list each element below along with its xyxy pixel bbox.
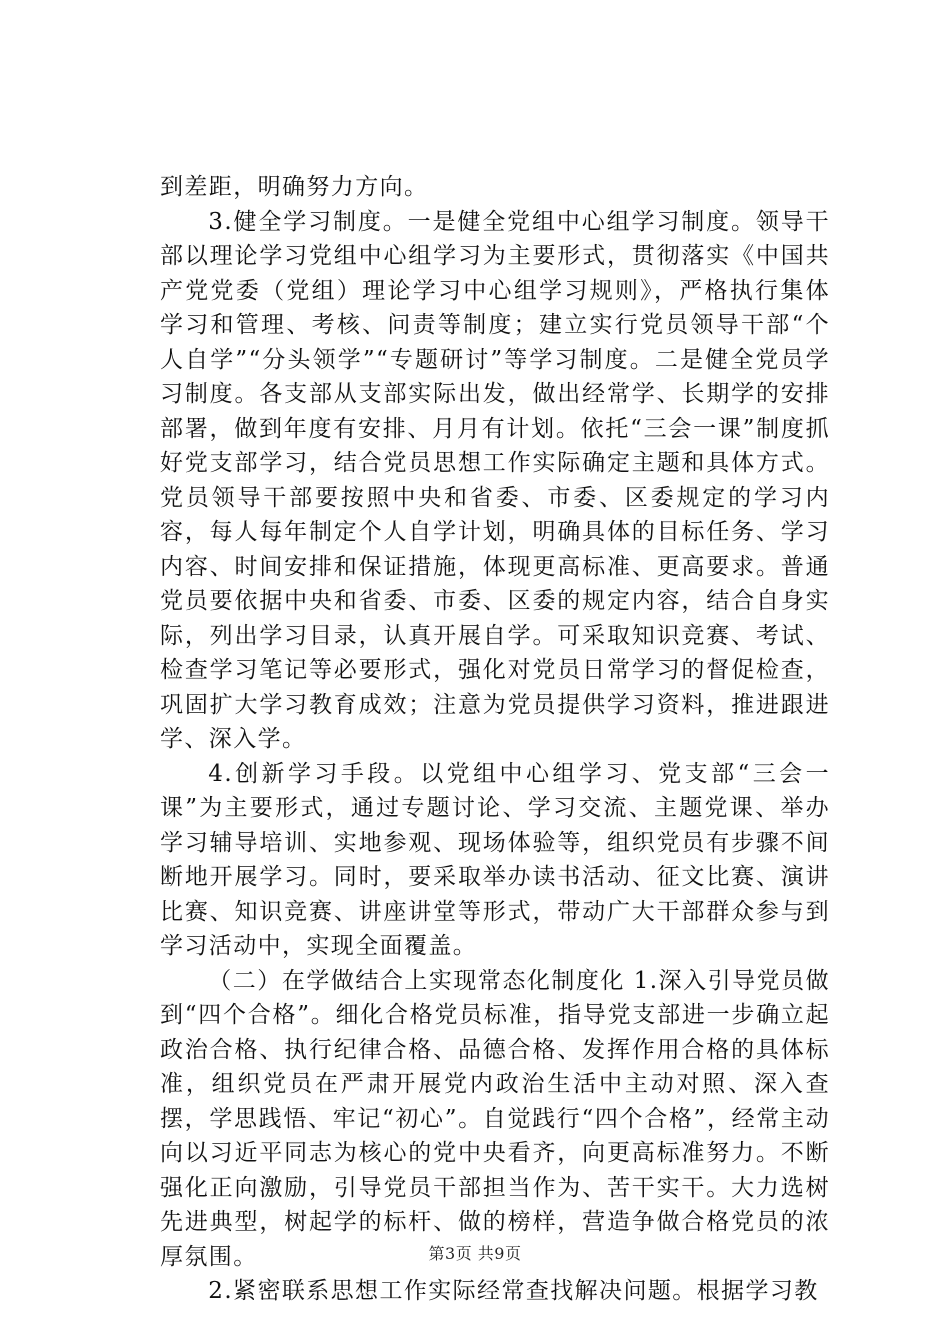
page-footer: 第3页 共9页 [428,1244,522,1263]
paragraph-continuation: 到差距，明确努力方向。 [160,174,429,200]
document-body [160,170,830,1309]
paragraph-study-system: 3.健全学习制度。一是健全党组中心组学习制度。领导干部以理论学习党组中心组学习为主要形式，贯彻落实《中国共产党党委（党组）理论学习中心组学习规则》，严格执行集体学习和管理、考核、问责等制度；建立实行党员领导干部“个人自学”“分头领学”“专题研讨”等学习制度。二是健全党员学习制度。各支部从支部实际出发，做出经常学、长期学的安排部署，做到年度有安排、月月有计划。依托“三会一课”制度抓好党支部学习，结合党员思想工作实际确定主题和具体方式。党员领导干部要按照中央和省委、市委、区委规定的学习内容，每人每年制定个人自学计划，明确具体的目标任务、学习内容、时间安排和保证措施，体现更高标准、更高要求。普通党员要依据中央和省委、市委、区委的规定内容，结合自身实际，列出学习目录，认真开展自学。可采取知识竞赛、考试、检查学习笔记等必要形式，强化对党员日常学习的督促检查，巩固扩大学习教育成效；注意为党员提供学习资料，推进跟进学、深入学。 [160,208,830,752]
paragraph-learning-practice: （二）在学做结合上实现常态化制度化 1.深入引导党员做到“四个合格”。细化合格党员标准，指导党支部进一步确立起政治合格、执行纪律合格、品德合格、发挥作用合格的具体标准，组织党员在严肃开展党内政治生活中主动对照、深入查摆，学思践悟、牢记“初心”。自觉践行“四个合格”，经常主动向以习近平同志为核心的党中央看齐，向更高标准努力。不断强化正向激励，引导党员干部担当作为、苦干实干。大力选树先进典型，树起学的标杆、做的榜样，营造争做合格党员的浓厚氛围。 [160,967,830,1270]
paragraph-study-methods: 4.创新学习手段。以党组中心组学习、党支部“三会一课”为主要形式，通过专题讨论、学习交流、主题党课、举办学习辅导培训、实地参观、现场体验等，组织党员有步骤不间断地开展学习。同时，要采取举办读书活动、征文比赛、演讲比赛、知识竞赛、讲座讲堂等形式，带动广大干部群众参与到学习活动中，实现全面覆盖。 [160,760,830,959]
paragraph-problem-solving: 2.紧密联系思想工作实际经常查找解决问题。根据学习教 [208,1278,819,1304]
